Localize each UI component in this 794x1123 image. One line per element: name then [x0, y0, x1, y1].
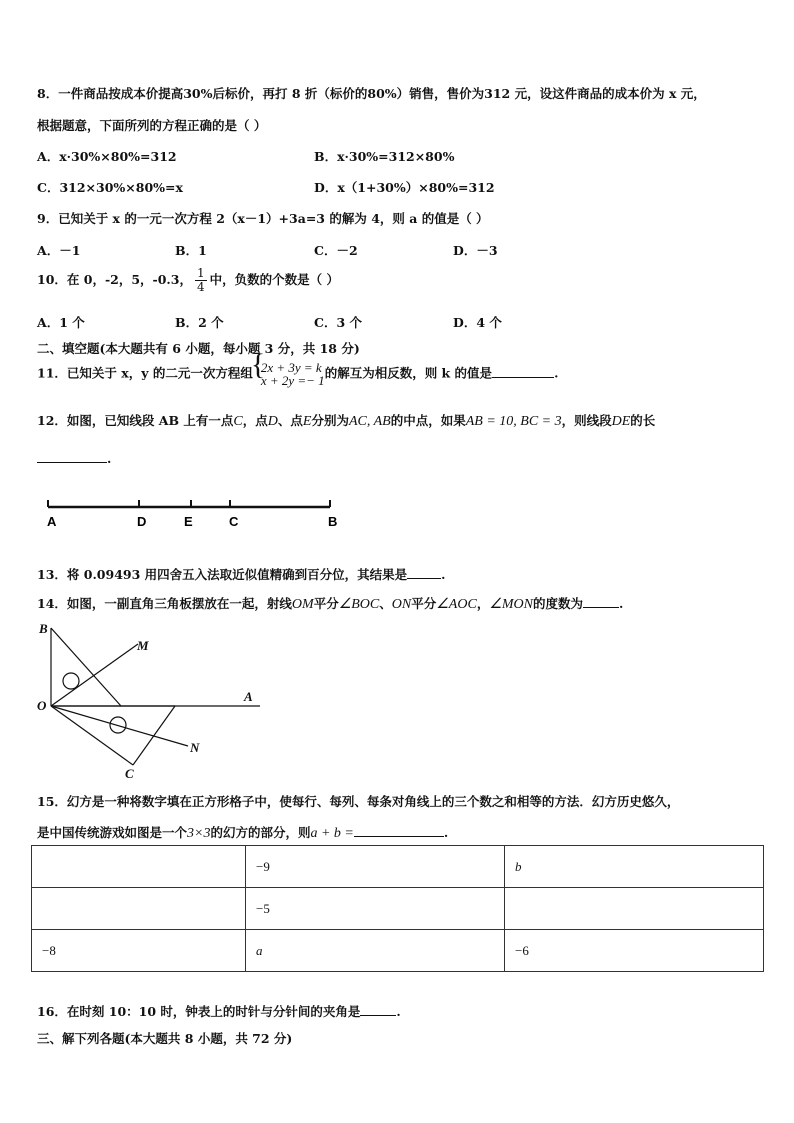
q10-option-a: A．1 个 — [37, 315, 85, 330]
table-cell: b — [505, 846, 764, 888]
label-m: M — [137, 638, 149, 653]
section-heading-fill-in: 二、填空题(本大题共有 6 小题，每小题 3 分，共 18 分) — [37, 341, 360, 356]
q9-option-b: B．1 — [175, 243, 207, 258]
table-cell: a — [246, 930, 505, 972]
table-row — [32, 888, 764, 930]
table-cell — [32, 846, 246, 888]
q12-answer-line: . — [37, 450, 111, 466]
label-e: E — [184, 514, 193, 529]
q8-stem-line2: 根据题意，下面所列的方程正确的是（ ） — [37, 118, 267, 133]
q8-option-c: C．312×30%×80%=x — [37, 180, 183, 195]
q9-option-a: A．－1 — [37, 243, 81, 258]
q16-stem: 16．在时刻 10：10 时，钟表上的时针与分针间的夹角是 . — [37, 1004, 401, 1019]
triangle1-edge-b-hyp — [51, 628, 121, 706]
section-heading-solve: 三、解下列各题(本大题共 8 小题，共 72 分) — [37, 1031, 293, 1046]
label-a: A — [47, 514, 57, 529]
q9-stem: 9．已知关于 x 的一元一次方程 2（x－1）+3a=3 的解为 4，则 a 的值是（ ） — [37, 211, 489, 226]
q15-stem-line2: 是中国传统游戏如图是一个3×3的幻方的部分，则a + b = . — [37, 825, 449, 841]
table-cell: −8 — [32, 930, 246, 972]
fraction-one-quarter: $\frac{1}{4}$ — [196, 266, 205, 294]
q13-answer-blank[interactable] — [407, 566, 441, 579]
segment-figure — [40, 495, 350, 535]
q8-stem-line1: 8．一件商品按成本价提高30%后标价，再打 8 折（标价的80%）销售，售价为312 元，设这件商品的成本价为 x 元， — [37, 86, 706, 101]
q14-answer-blank[interactable] — [583, 595, 619, 608]
label-a: A — [244, 689, 253, 704]
q15-answer-blank[interactable] — [354, 824, 444, 837]
table-cell: −5 — [246, 888, 505, 930]
equation-system: { 2x + 3y = k x + 2y =− 1 — [253, 361, 325, 387]
label-c: C — [125, 766, 134, 781]
magic-square-table — [31, 845, 764, 972]
q11-suffix: 的解互为相反数，则 k 的值是 — [324, 365, 493, 381]
q11-stem: 11．已知关于 x，y 的二元一次方程组 { 2x + 3y = k x + 2y =− 1 的解互为相反数，则 k 的值是 . — [37, 361, 558, 387]
q10-option-c: C．3 个 — [314, 315, 362, 330]
table-cell — [32, 888, 246, 930]
table-cell — [505, 888, 764, 930]
q8-option-a: A．x·30%×80%=312 — [37, 149, 177, 164]
table-cell: −9 — [246, 846, 505, 888]
q10-prefix: 10．在 0，-2，5，-0.3， — [37, 272, 192, 287]
q16-answer-blank[interactable] — [360, 1003, 396, 1016]
q11-prefix: 11．已知关于 x，y 的二元一次方程组 — [37, 365, 253, 381]
q12-stem: 12．如图，已知线段 AB 上有一点C，点D、点E分别为AC, AB的中点，如果AB = 10, BC = 3，则线段DE的长 — [37, 413, 656, 429]
q15-stem-line1: 15．幻方是一种将数字填在正方形格子中，使每行、每列、每条对角线上的三个数之和相等的方法．幻方历史悠久， — [37, 794, 680, 809]
q14-stem: 14．如图，一副直角三角板摆放在一起，射线OM平分∠BOC、ON平分∠AOC，∠MON的度数为 . — [37, 596, 624, 612]
table-row — [32, 930, 764, 972]
label-c: C — [229, 514, 239, 529]
label-d: D — [137, 514, 147, 529]
q10-stem — [37, 267, 339, 294]
q9-option-d: D．－3 — [453, 243, 498, 258]
label-b: B — [39, 621, 48, 636]
triangle-set-square-figure — [30, 618, 270, 783]
q8-option-d: D．x（1+30%）×80%=312 — [314, 180, 495, 195]
q13-stem: 13．将 0.09493 用四舍五入法取近似值精确到百分位，其结果是 . — [37, 567, 446, 582]
q10-option-b: B．2 个 — [175, 315, 224, 330]
ray-on — [51, 706, 188, 746]
label-b: B — [328, 514, 338, 529]
label-o: O — [37, 698, 47, 713]
q11-answer-blank[interactable] — [492, 365, 554, 378]
label-n: N — [190, 740, 200, 755]
triangle1-hole — [63, 673, 79, 689]
table-row — [32, 846, 764, 888]
q8-option-b: B．x·30%=312×80% — [314, 149, 455, 164]
table-cell: −6 — [505, 930, 764, 972]
q10-option-d: D．4 个 — [453, 315, 502, 330]
q9-option-c: C．－2 — [314, 243, 358, 258]
q12-answer-blank[interactable] — [37, 450, 107, 463]
q10-suffix: 中，负数的个数是（ ） — [209, 272, 339, 287]
ray-om — [51, 644, 138, 706]
ray-oc — [51, 706, 133, 765]
